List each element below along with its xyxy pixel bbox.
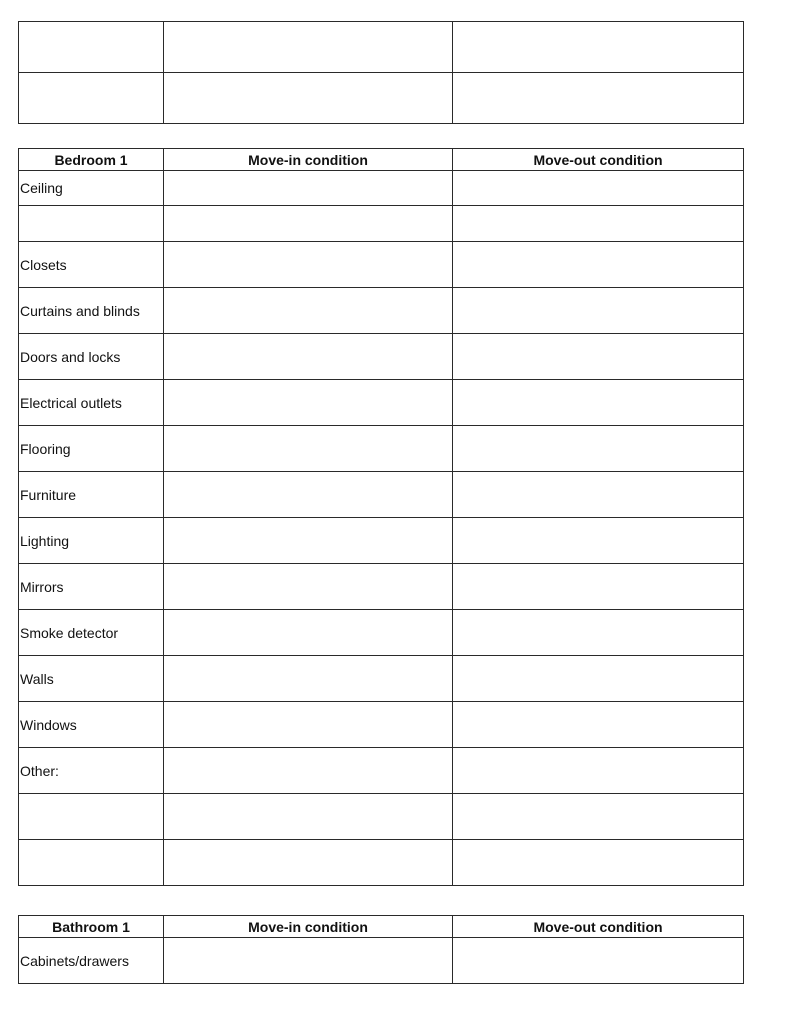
table-row bbox=[19, 73, 744, 124]
table-row bbox=[19, 288, 744, 334]
item-label: Doors and locks bbox=[19, 334, 164, 380]
move-in-field[interactable] bbox=[164, 794, 453, 840]
table-row bbox=[19, 564, 744, 610]
item-cell bbox=[19, 73, 164, 124]
bedroom-1-table bbox=[18, 148, 744, 886]
table-row bbox=[19, 334, 744, 380]
item-label: Cabinets/drawers bbox=[19, 938, 164, 984]
move-in-header: Move-in condition bbox=[164, 149, 453, 171]
move-out-field[interactable] bbox=[453, 610, 744, 656]
move-in-field[interactable] bbox=[164, 610, 453, 656]
table-row bbox=[19, 610, 744, 656]
move-in-field[interactable] bbox=[164, 73, 453, 124]
move-out-field[interactable] bbox=[453, 840, 744, 886]
table-row bbox=[19, 472, 744, 518]
item-label bbox=[19, 840, 164, 886]
table-header-row bbox=[19, 149, 744, 171]
table-row bbox=[19, 242, 744, 288]
bathroom-1-table bbox=[18, 915, 744, 984]
item-label: Furniture bbox=[19, 472, 164, 518]
move-in-field[interactable] bbox=[164, 288, 453, 334]
move-in-field[interactable] bbox=[164, 380, 453, 426]
move-in-field[interactable] bbox=[164, 564, 453, 610]
item-label bbox=[19, 206, 164, 242]
table-row bbox=[19, 518, 744, 564]
move-out-field[interactable] bbox=[453, 380, 744, 426]
move-out-field[interactable] bbox=[453, 242, 744, 288]
table-row bbox=[19, 938, 744, 984]
item-cell bbox=[19, 22, 164, 73]
item-label: Curtains and blinds bbox=[19, 288, 164, 334]
move-in-field[interactable] bbox=[164, 938, 453, 984]
move-out-field[interactable] bbox=[453, 564, 744, 610]
item-label: Closets bbox=[19, 242, 164, 288]
item-label: Other: bbox=[19, 748, 164, 794]
move-out-field[interactable] bbox=[453, 518, 744, 564]
table-row bbox=[19, 840, 744, 886]
move-out-header: Move-out condition bbox=[453, 149, 744, 171]
move-in-field[interactable] bbox=[164, 334, 453, 380]
move-out-field[interactable] bbox=[453, 288, 744, 334]
move-out-field[interactable] bbox=[453, 702, 744, 748]
table-row bbox=[19, 656, 744, 702]
move-out-header: Move-out condition bbox=[453, 916, 744, 938]
item-label: Walls bbox=[19, 656, 164, 702]
move-in-field[interactable] bbox=[164, 472, 453, 518]
room-name-header: Bedroom 1 bbox=[19, 149, 164, 171]
move-out-field[interactable] bbox=[453, 656, 744, 702]
table-row bbox=[19, 206, 744, 242]
move-in-field[interactable] bbox=[164, 748, 453, 794]
table-header-row bbox=[19, 916, 744, 938]
move-out-field[interactable] bbox=[453, 794, 744, 840]
room-name-header: Bathroom 1 bbox=[19, 916, 164, 938]
move-in-field[interactable] bbox=[164, 840, 453, 886]
move-in-field[interactable] bbox=[164, 171, 453, 206]
item-label: Electrical outlets bbox=[19, 380, 164, 426]
move-in-header: Move-in condition bbox=[164, 916, 453, 938]
move-out-field[interactable] bbox=[453, 171, 744, 206]
item-label: Mirrors bbox=[19, 564, 164, 610]
move-in-field[interactable] bbox=[164, 518, 453, 564]
item-label bbox=[19, 794, 164, 840]
item-label: Flooring bbox=[19, 426, 164, 472]
move-in-field[interactable] bbox=[164, 242, 453, 288]
move-in-field[interactable] bbox=[164, 206, 453, 242]
item-label: Ceiling bbox=[19, 171, 164, 206]
table-row bbox=[19, 380, 744, 426]
move-out-field[interactable] bbox=[453, 748, 744, 794]
table-row bbox=[19, 426, 744, 472]
move-in-field[interactable] bbox=[164, 702, 453, 748]
move-out-field[interactable] bbox=[453, 22, 744, 73]
move-out-field[interactable] bbox=[453, 73, 744, 124]
move-out-field[interactable] bbox=[453, 426, 744, 472]
item-label: Windows bbox=[19, 702, 164, 748]
move-out-field[interactable] bbox=[453, 334, 744, 380]
move-in-field[interactable] bbox=[164, 656, 453, 702]
move-out-field[interactable] bbox=[453, 206, 744, 242]
move-out-field[interactable] bbox=[453, 938, 744, 984]
move-in-field[interactable] bbox=[164, 22, 453, 73]
table-row bbox=[19, 794, 744, 840]
table-row bbox=[19, 748, 744, 794]
table-row bbox=[19, 22, 744, 73]
move-in-field[interactable] bbox=[164, 426, 453, 472]
move-out-field[interactable] bbox=[453, 472, 744, 518]
item-label: Lighting bbox=[19, 518, 164, 564]
previous-section-table bbox=[18, 21, 744, 124]
table-row bbox=[19, 171, 744, 206]
table-row bbox=[19, 702, 744, 748]
item-label: Smoke detector bbox=[19, 610, 164, 656]
